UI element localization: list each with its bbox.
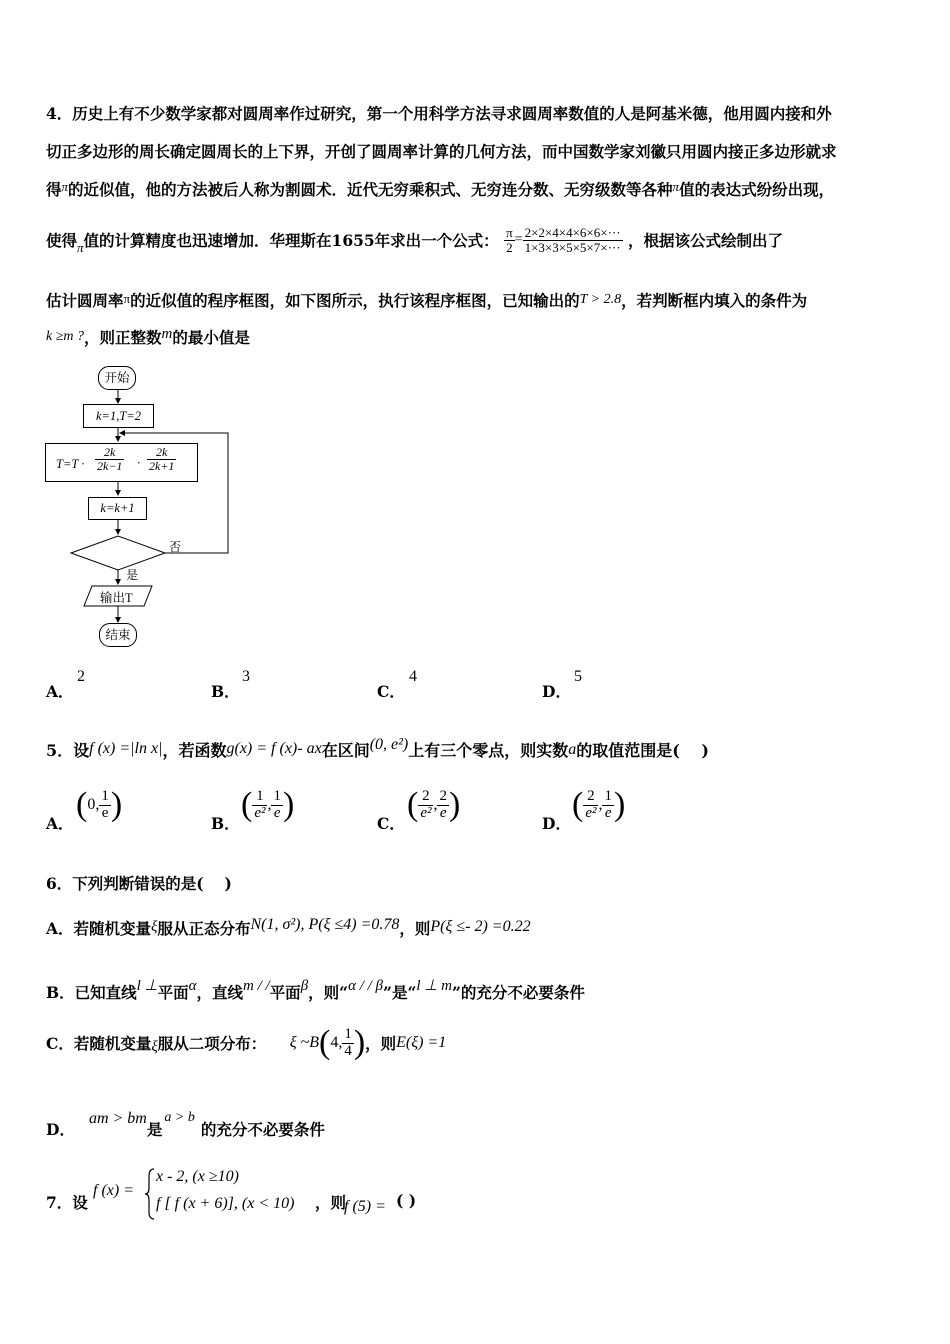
q4-line-5: 估计圆周率π的近似值的程序框图，如下图所示，执行该程序框图，已知输出的T > 2.8，若判断框内填入的条件为: [46, 291, 808, 310]
q6-option-d[interactable]: D．am > bm是a > b的充分不必要条件: [46, 1110, 325, 1139]
q6-option-c[interactable]: C．若随机变量ξ服从二项分布： ξ ~B(4, $\frac{1}{4}$ )，则E(ξ) =1: [46, 1024, 447, 1061]
q4-option-b[interactable]: B．: [211, 682, 240, 701]
q6-option-b[interactable]: B．已知直线l ⊥平面α，直线m / /平面β，则“α / / β”是“l ⊥ m”的充分不必要条件: [46, 978, 585, 1002]
q4-line-3: 得$^\pi$的近似值，他的方法被后人称为割圆术．近代无穷乘积式、无穷连分数、无穷级数等各种$^\pi$值的表达式纷纷出现，: [46, 179, 835, 199]
q4-option-d[interactable]: D．: [542, 682, 571, 701]
q5-option-b[interactable]: B．: [211, 814, 240, 833]
flow-no-label: 否: [169, 540, 182, 554]
q4-line-6: k ≥m ?，则正整数m的最小值是: [46, 326, 250, 347]
q4-option-c[interactable]: C．: [377, 682, 405, 701]
flow-increment: k=k+1: [88, 497, 147, 520]
q5-option-a[interactable]: A．: [46, 814, 74, 833]
flow-init: k=1,T=2: [83, 404, 154, 428]
q4-option-b-value: 3: [242, 668, 250, 685]
flow-start: 开始: [98, 366, 136, 390]
condition-diamond: [71, 536, 165, 570]
q5-option-b-value: ( $\frac{1}{\text{e²}}$ , $\frac{1}{e}$ ): [241, 786, 295, 823]
q4-option-a-value: 2: [77, 668, 85, 685]
formula-lhs: $\frac{\pi}{2}$: [506, 225, 513, 255]
flow-output: 输出T: [100, 591, 133, 605]
flow-update: T=T · $\frac{2k}{2k-1}$ · $\frac{2k}{2k+1}$: [45, 443, 198, 482]
q4-option-d-value: 5: [574, 668, 582, 685]
wallis-formula: $\frac{2\times 2\times 4\times 4\times 6\times 6\times\cdot\cdot\cdot}{1\times 3\times 3\times 5\times 5\times 7\times\cdot\cdot\cdot}$: [524, 225, 621, 255]
flow-end: 结束: [99, 623, 137, 647]
q5-option-d-value: ( $\frac{2}{\text{e²}}$ , $\frac{1}{e}$ ): [572, 786, 626, 823]
q5-option-d[interactable]: D．: [542, 814, 571, 833]
q4-line-1: 4．历史上有不少数学家都对圆周率作过研究，第一个用科学方法寻求圆周率数值的人是阿基米德，他用圆内接和外: [46, 104, 832, 123]
q5-stem: 5．设f (x) =|ln x|，若函数g(x) = f (x)- ax在区间(0, e²)上有三个零点，则实数a的取值范围是( ): [46, 736, 709, 760]
q5-option-a-value: (0, $\frac{1}{e}$ ): [76, 786, 123, 823]
q4-line-4: 使得$_\pi$值的计算精度也迅速增加．华理斯在1655年求出一个公式： $\frac{\pi}{2}$ = $\frac{2\times 2\times 4\times 4\times 6\times 6\times\cdot\cdot\cdot}{1\times 3\times 3\times 5\times 5\times 7\times\cdot\cdot\cdot}$ ，根据该公式绘制出了: [46, 225, 783, 256]
q5-option-c-value: ( $\frac{2}{\text{e²}}$ , $\frac{2}{e}$ ): [407, 786, 461, 823]
q5-option-c[interactable]: C．: [377, 814, 405, 833]
flow-yes-label: 是: [126, 568, 139, 582]
q4-option-a[interactable]: A．: [46, 682, 74, 701]
q4-line-2: 切正多边形的周长确定圆周长的上下界，开创了圆周率计算的几何方法，而中国数学家刘徽只用圆内接正多边形就求: [46, 142, 837, 161]
piecewise-brace: [145, 1168, 155, 1220]
flowchart-lines: [40, 362, 290, 652]
q4-option-c-value: 4: [409, 668, 417, 685]
q6-title: 6．下列判断错误的是( ): [46, 874, 232, 893]
q6-option-a[interactable]: A．若随机变量ξ服从正态分布N(1, σ²), P(ξ ≤4) =0.78，则P(ξ ≤- 2) =0.22: [46, 916, 531, 938]
